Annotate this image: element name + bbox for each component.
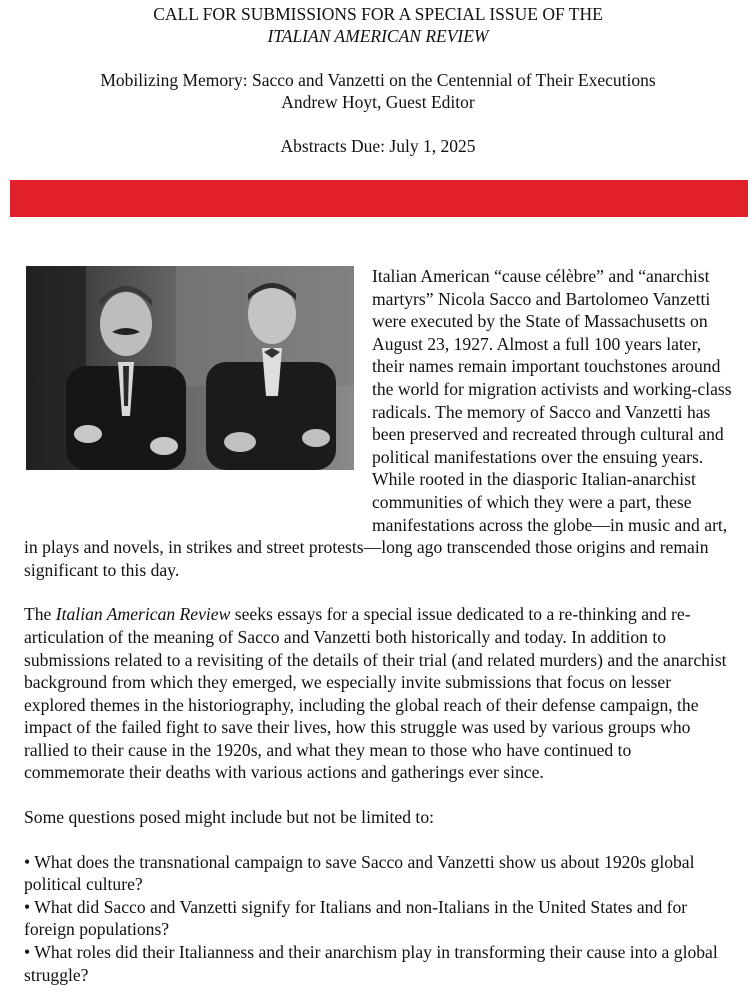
question-item: • What roles did their Italianness and their anarchism play in transforming their cause into a global struggle? bbox=[24, 942, 718, 985]
paragraph-call bbox=[24, 603, 736, 784]
questions-intro: Some questions posed might include but not be limited to: bbox=[24, 807, 434, 828]
question-item: • What did Sacco and Vanzetti signify for Italians and non-Italians in the United States and for foreign populations? bbox=[24, 896, 688, 940]
guest-editor: Andrew Hoyt, Guest Editor bbox=[281, 92, 475, 112]
red-divider-band bbox=[10, 180, 748, 217]
journal-name-inline: Italian American Review bbox=[55, 604, 231, 625]
header bbox=[0, 3, 756, 157]
para2-start: The bbox=[24, 604, 56, 625]
para2-rest: seeks essays for a special issue dedicated to a re-thinking and re-articulation of the meaning of Sacco and Vanzetti both historically and today. In addition to submissions related to a revisiting of the details of their trial (and related murders) and the anarchist background from which they emerged, we especially invite submissions that focus on lesser explored themes in the historiography, including the global reach of their defense campaign, the impact of the failed fight to save their lives, how this struggle was used by various groups who rallied to their cause in the 1920s, and what they mean to those who have continued to commemorate their deaths with various actions and gatherings ever since. bbox=[24, 604, 727, 783]
journal-title: ITALIAN AMERICAN REVIEW bbox=[267, 26, 489, 46]
issue-theme: Mobilizing Memory: Sacco and Vanzetti on the Centennial of Their Executions bbox=[100, 70, 656, 90]
call-title: CALL FOR SUBMISSIONS FOR A SPECIAL ISSUE OF THE bbox=[153, 4, 603, 24]
deadline: Abstracts Due: July 1, 2025 bbox=[280, 136, 476, 156]
paragraph-intro: Italian American “cause célèbre” and “anarchist martyrs” Nicola Sacco and Bartolomeo Vanzetti were executed by the State of Massachusetts on August 23, 1927. Almost a full 100 years later, their names remain important touchstones around the world for migration activists and working-class radicals. The memory of Sacco and Vanzetti has been preserved and recreated through cultural and political manifestations over the ensuing years. While rooted in the diasporic Italian-anarchist communities of which they were a part, these manifestations across the globe—in music and art, in plays and novels, in strikes and street protests—long ago transcended those origins and remain significant to this day. bbox=[24, 266, 732, 580]
article-body bbox=[24, 265, 736, 986]
question-item: • What does the transnational campaign to save Sacco and Vanzetti show us about 1920s global political culture? bbox=[24, 851, 695, 895]
